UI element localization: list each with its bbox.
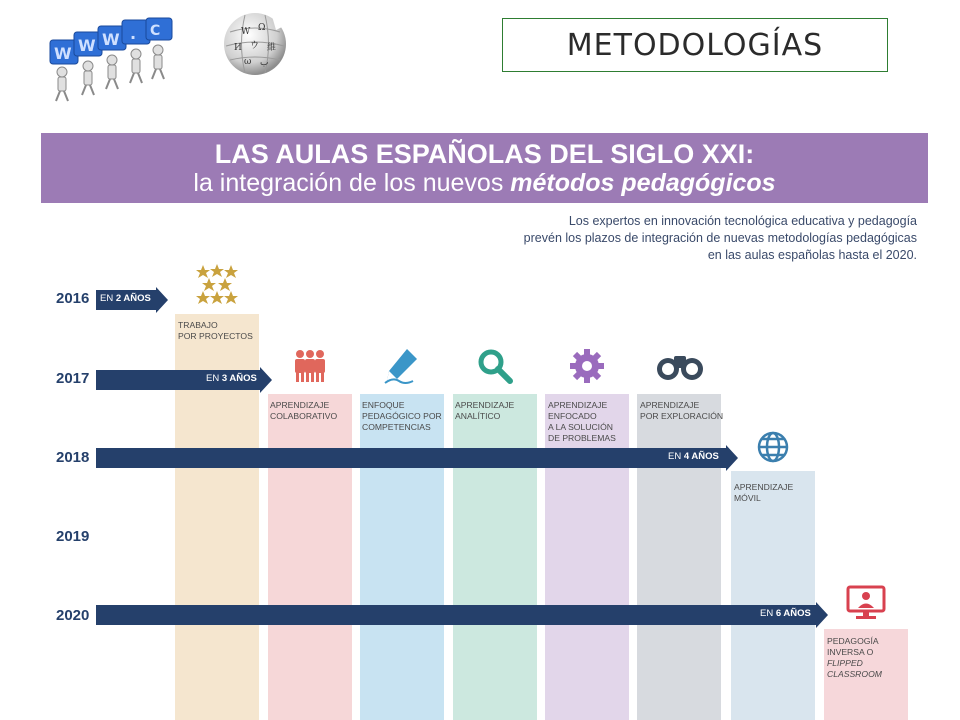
svg-text:И: И [234,43,242,53]
people-icon [292,349,328,383]
svg-text:C: C [150,23,161,39]
column-aprendizaje-colaborativo [268,394,352,720]
column-aprendizaje-analitico [453,394,537,720]
arrow-label: EN 2 AÑOS [100,293,151,304]
method-label: APRENDIZAJE ENFOCADO A LA SOLUCIÓN DE PROBLEMAS [548,400,616,443]
pencil-icon [383,347,421,385]
method-label: TRABAJO POR PROYECTOS [178,320,253,341]
timeline-arrow-2020 [96,602,830,628]
year-label: 2016 [56,290,90,307]
column-aprendizaje-movil [731,471,815,720]
monitor-icon [846,585,886,621]
svg-text:ب: ب [260,58,269,68]
method-label: APRENDIZAJE ANALÍTICO [455,400,515,421]
svg-text:W: W [241,27,251,37]
svg-text:維: 維 [267,43,277,53]
gear-icon [569,348,605,384]
timeline-arrow-2018 [96,445,740,471]
year-label: 2019 [56,528,90,545]
year-label: 2020 [56,607,90,624]
method-label: APRENDIZAJE MÓVIL [734,482,794,503]
page-title: METODOLOGÍAS [502,18,888,72]
infographic-title: LAS AULAS ESPAÑOLAS DEL SIGLO XXI: [214,139,755,169]
arrow-label: EN 4 AÑOS [668,451,719,462]
infographic-subtitle: la integración de los nuevos métodos pedagógicos [193,169,776,197]
method-label: APRENDIZAJE COLABORATIVO [270,400,338,421]
svg-text:Ω: Ω [258,23,266,33]
svg-text:W: W [54,44,72,63]
intro-text: Los expertos en innovación tecnológica educativa y pedagogía prevén los plazos de integración de nuevas metodologías pedagógicas en las aulas españolas hasta el 2020. [523,214,917,262]
method-label: APRENDIZAJE POR EXPLORACIÓN [640,400,724,421]
svg-text:W: W [78,36,96,55]
wikipedia-globe-logo [220,10,290,78]
year-label: 2017 [56,370,90,387]
svg-text:.: . [130,24,137,43]
team-stars-icon [195,264,239,306]
globe-icon [756,430,790,464]
magnifier-icon [477,348,513,384]
arrow-label: EN 3 AÑOS [206,373,257,384]
infographic-banner [41,133,928,203]
svg-text:ω: ω [244,57,252,67]
svg-text:W: W [102,30,120,49]
www-logo [44,4,178,118]
column-aprendizaje-exploracion [637,394,724,720]
arrow-label: EN 6 AÑOS [760,608,811,619]
binoculars-icon [656,352,704,382]
method-label: PEDAGOGÍA INVERSA O FLIPPED CLASSROOM [827,636,882,679]
svg-text:ウ: ウ [250,41,260,51]
subtitle-emphasis: métodos pedagógicos [510,169,776,197]
column-enfoque-competencias [360,394,444,720]
method-label: ENFOQUE PEDAGÓGICO POR COMPETENCIAS [362,400,442,432]
year-label: 2018 [56,449,90,466]
